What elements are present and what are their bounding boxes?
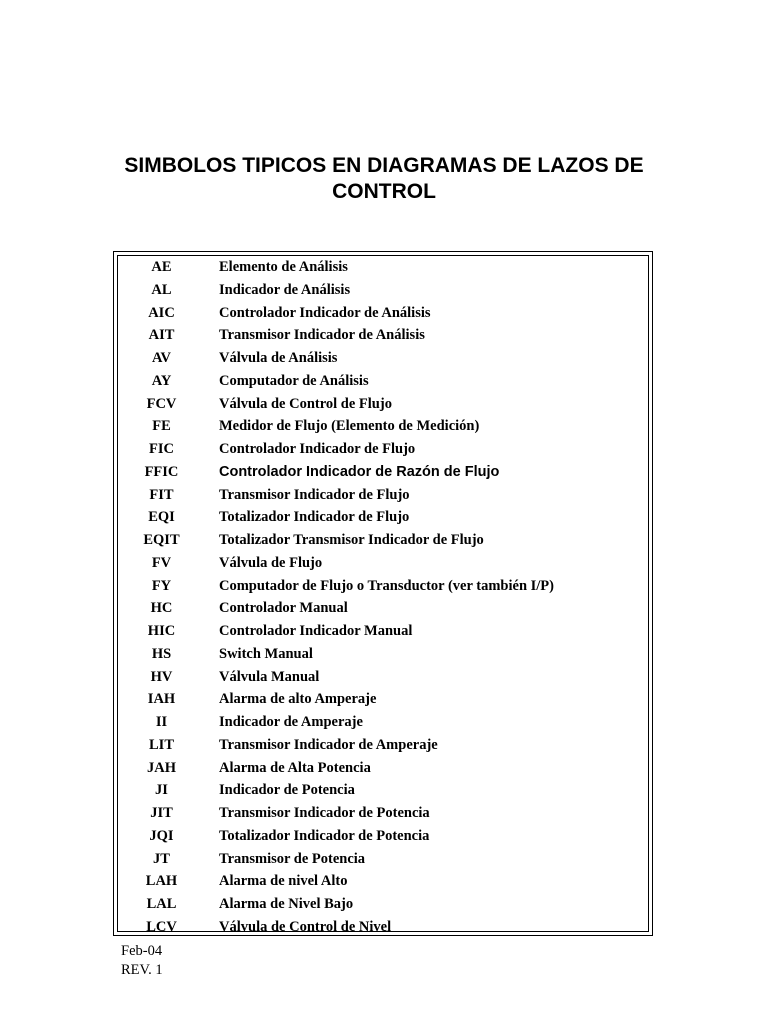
symbol-description: Transmisor de Potencia xyxy=(219,850,366,867)
symbol-description: Totalizador Indicador de Potencia xyxy=(219,827,430,844)
table-row xyxy=(114,415,652,438)
symbol-description: Válvula de Flujo xyxy=(219,554,323,571)
symbol-description: Transmisor Indicador de Flujo xyxy=(219,486,410,503)
symbol-description: Controlador Indicador Manual xyxy=(219,623,413,639)
table-row xyxy=(114,848,652,871)
symbol-code: AV xyxy=(151,350,172,366)
table-row xyxy=(114,893,652,916)
symbol-code: AL xyxy=(151,281,172,298)
table-row xyxy=(114,370,652,393)
symbol-code: AIC xyxy=(148,304,175,321)
symbol-code: FIT xyxy=(149,486,174,503)
symbol-code: II xyxy=(155,714,168,730)
table-row xyxy=(114,779,652,802)
symbol-description: Alarma de alto Amperaje xyxy=(219,691,377,708)
table-row xyxy=(114,438,652,461)
footer-revision: REV. 1 xyxy=(121,962,163,978)
symbol-code: JI xyxy=(155,782,168,799)
symbol-code: LAL xyxy=(146,896,177,912)
table-row xyxy=(114,506,652,529)
symbol-code: FFIC xyxy=(144,463,179,480)
symbol-description: Controlador Manual xyxy=(219,600,348,617)
symbol-description: Alarma de Nivel Bajo xyxy=(219,896,354,912)
symbol-rows xyxy=(114,256,652,939)
table-row xyxy=(114,870,652,893)
symbol-code: HC xyxy=(150,600,173,617)
symbol-description: Medidor de Flujo (Elemento de Medición) xyxy=(219,418,480,435)
symbols-table xyxy=(113,251,653,936)
table-row xyxy=(114,256,652,279)
document-footer xyxy=(121,942,163,980)
symbol-description: Válvula de Control de Flujo xyxy=(219,395,392,412)
symbol-code: HV xyxy=(150,668,173,685)
symbol-code: LAH xyxy=(145,873,178,890)
symbol-description: Transmisor Indicador de Amperaje xyxy=(219,736,438,753)
symbol-code: HIC xyxy=(147,623,176,639)
table-row xyxy=(114,302,652,325)
symbol-description: Indicador de Análisis xyxy=(219,281,351,298)
table-row xyxy=(114,393,652,416)
symbol-description: Totalizador Indicador de Flujo xyxy=(219,509,410,526)
symbol-description: Switch Manual xyxy=(219,645,313,662)
table-row xyxy=(114,734,652,757)
symbol-code: FE xyxy=(152,418,171,435)
table-row xyxy=(114,324,652,347)
table-row xyxy=(114,825,652,848)
symbol-description: Alarma de Alta Potencia xyxy=(219,759,371,776)
table-row xyxy=(114,620,652,643)
symbol-code: AY xyxy=(151,372,172,389)
symbol-description: Controlador Indicador de Flujo xyxy=(219,441,416,457)
table-row xyxy=(114,529,652,552)
symbol-code: AE xyxy=(151,259,172,275)
symbol-description: Válvula de Análisis xyxy=(219,350,338,366)
symbol-code: FCV xyxy=(146,395,177,412)
symbol-code: JIT xyxy=(150,805,173,821)
symbol-description: Totalizador Transmisor Indicador de Flujo xyxy=(219,532,484,548)
symbol-code: LIT xyxy=(149,736,174,753)
symbol-description: Indicador de Amperaje xyxy=(219,714,363,730)
table-row xyxy=(114,916,652,939)
symbol-code: JQI xyxy=(149,827,174,844)
table-row xyxy=(114,643,652,666)
table-row xyxy=(114,552,652,575)
table-row xyxy=(114,575,652,598)
symbol-code: JT xyxy=(153,850,170,867)
table-row xyxy=(114,711,652,734)
table-row xyxy=(114,597,652,620)
symbol-description: Controlador Indicador de Razón de Flujo xyxy=(219,463,500,480)
document-title: SIMBOLOS TIPICOS EN DIAGRAMAS DE LAZOS DE CONTROL xyxy=(124,154,644,203)
symbol-description: Indicador de Potencia xyxy=(219,782,355,799)
symbol-description: Válvula de Control de Nivel xyxy=(219,918,392,935)
symbol-description: Computador de Flujo o Transductor (ver también I/P) xyxy=(219,577,554,594)
symbol-description: Elemento de Análisis xyxy=(219,259,348,275)
table-row xyxy=(114,347,652,370)
symbol-description: Alarma de nivel Alto xyxy=(219,873,348,890)
table-row xyxy=(114,802,652,825)
symbol-code: EQIT xyxy=(143,532,180,548)
symbol-code: LCV xyxy=(146,918,177,935)
table-row xyxy=(114,757,652,780)
footer-date: Feb-04 xyxy=(121,943,163,959)
symbol-description: Controlador Indicador de Análisis xyxy=(219,304,431,321)
symbol-code: HS xyxy=(151,645,172,662)
symbol-code: AIT xyxy=(148,327,175,344)
symbol-code: IAH xyxy=(147,691,176,708)
symbol-code: FV xyxy=(151,554,172,571)
symbol-description: Válvula Manual xyxy=(219,668,320,685)
symbol-description: Computador de Análisis xyxy=(219,372,369,389)
symbol-description: Transmisor Indicador de Potencia xyxy=(219,805,430,821)
table-row xyxy=(114,484,652,507)
table-row xyxy=(114,688,652,711)
symbol-code: JAH xyxy=(147,759,176,776)
symbol-code: FIC xyxy=(149,441,174,457)
table-row xyxy=(114,461,652,484)
symbol-code: FY xyxy=(151,577,172,594)
symbol-code: EQI xyxy=(148,509,175,526)
table-row xyxy=(114,279,652,302)
symbol-description: Transmisor Indicador de Análisis xyxy=(219,327,425,344)
table-row xyxy=(114,666,652,689)
